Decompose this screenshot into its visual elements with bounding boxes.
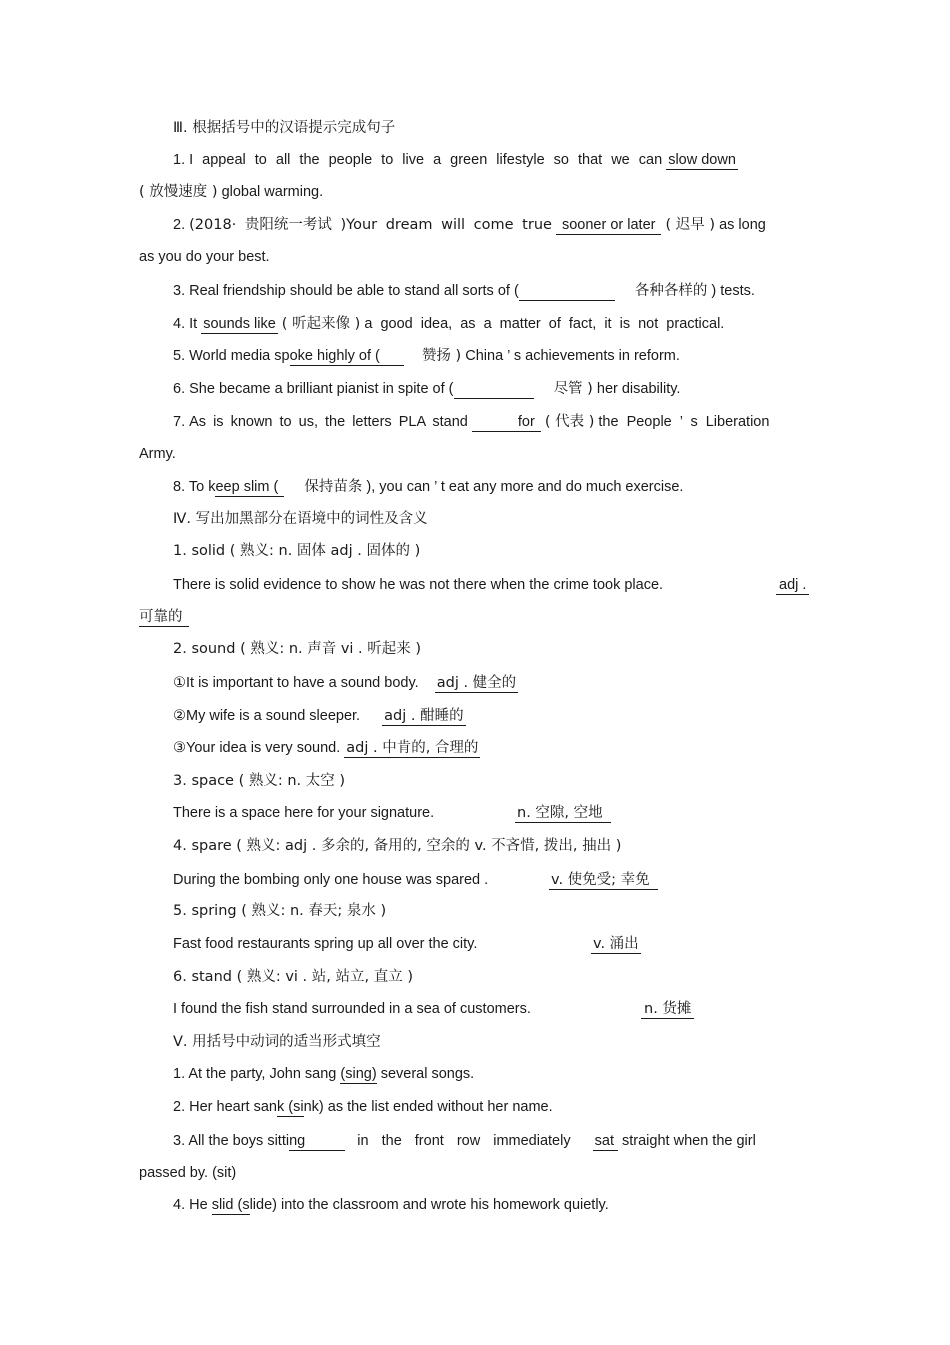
s4-w3-answer: n. 空隙, 空地: [515, 803, 611, 823]
section-5-heading: Ⅴ. 用括号中动词的适当形式填空: [173, 1034, 381, 1050]
s3-q1-post: global warming.: [221, 184, 324, 200]
s4-w5-head: 5. spring ( 熟义: n. 春天; 泉水 ): [173, 903, 387, 919]
s3-q1-line1: [173, 150, 738, 170]
s5-v4-pre: He: [189, 1197, 208, 1213]
section-3-heading: Ⅲ. 根据括号中的汉语提示完成句子: [173, 120, 396, 136]
s5-v3-line1: [173, 1131, 756, 1151]
s3-q1-pre: I appeal to all the people to live a green lifestyle so that we can: [189, 152, 663, 168]
s3-q2-pre: (2018· 贵阳统一考试 )Your dream will come true: [189, 217, 552, 233]
s3-q6: [173, 379, 680, 399]
s3-q1-answer: slow down: [668, 152, 736, 168]
s3-q8: [173, 477, 683, 497]
s4-w2-s1-row: [173, 673, 518, 693]
s3-q6-hint: 尽管 ): [553, 381, 593, 397]
s5-v3-post: straight when the girl: [622, 1133, 756, 1149]
s3-q5: [173, 346, 680, 366]
s3-q4-num: 4.: [173, 316, 186, 332]
s3-q2-post2: as you do your best.: [139, 249, 270, 265]
s3-q7-pre: As is known to us, the letters PLA stand: [189, 414, 468, 430]
s5-v4-num: 4.: [173, 1197, 186, 1213]
s3-q7-line1: [173, 412, 769, 432]
s4-w5-answer: v. 涌出: [593, 936, 639, 952]
s3-q3-post: ) tests.: [711, 283, 755, 299]
s4-w1-answer2: 可靠的: [139, 607, 189, 627]
s4-w1-sentence: There is solid evidence to show he was not there when the crime took place.: [173, 577, 664, 593]
s3-q7-post2: Army.: [139, 446, 176, 462]
s3-q8-hint: 保持苗条: [304, 479, 363, 495]
s4-w1-answer1: adj .: [776, 575, 809, 595]
s3-q8-num: 8.: [173, 479, 186, 495]
s3-q2-post1: as long: [719, 217, 766, 233]
s3-q3: [173, 281, 755, 301]
s3-q5-hint: 赞扬 ): [421, 348, 462, 364]
s3-q8-pre: To k: [188, 479, 216, 495]
s5-v1-answer: (sing): [340, 1066, 377, 1082]
s3-q5-post: China ’ s achievements in reform.: [465, 348, 680, 364]
s3-q7-hint: ( 代表 ): [544, 414, 595, 430]
s3-q4-answer: sounds like: [203, 316, 276, 332]
s5-v2-answer: k (si: [276, 1099, 304, 1115]
s4-w4-answer: v. 使免受; 幸免: [549, 870, 658, 890]
s3-q1-hint: ( 放慢速度 ): [139, 184, 218, 200]
s4-w5-sentence: Fast food restaurants spring up all over the city.: [173, 936, 478, 952]
s3-q6-pre: She became a brilliant pianist in spite of (: [189, 381, 454, 397]
s4-w3-sentence: There is a space here for your signature.: [173, 805, 435, 821]
s4-w2-s2: ②My wife is a sound sleeper.: [173, 708, 361, 724]
s4-w3-head: 3. space ( 熟义: n. 太空 ): [173, 773, 346, 789]
s3-q4-post: a good idea, as a matter of fact, it is not practical.: [364, 316, 725, 332]
s3-q7-post1: the People ’ s Liberation: [598, 414, 770, 430]
s4-w2-s2-row: [173, 706, 466, 726]
s3-q3-pre: Real friendship should be able to stand all sorts of (: [189, 283, 519, 299]
s4-w2-head: 2. sound ( 熟义: n. 声音 vi . 听起来 ): [173, 641, 422, 657]
s5-v2: [173, 1097, 553, 1117]
s4-w6-answer: n. 货摊: [641, 999, 694, 1019]
s5-v4: [173, 1195, 609, 1215]
s4-w2-a3: adj . 中肯的, 合理的: [346, 740, 479, 756]
s5-v3-mid: in the front row immediately: [357, 1133, 571, 1149]
s3-q2-answer: sooner or later: [556, 217, 662, 235]
s3-q4: [173, 314, 724, 334]
s5-v1-num: 1.: [173, 1066, 186, 1082]
s5-v4-post: lide) into the classroom and wrote his homework quietly.: [249, 1197, 609, 1213]
s5-v4-answer: slid (s: [211, 1197, 250, 1213]
s5-v2-pre: Her heart san: [189, 1099, 277, 1115]
s3-q8-post: ), you can ’ t eat any more and do much exercise.: [366, 479, 684, 495]
s3-q3-hint: 各种各样的: [634, 283, 708, 299]
s3-q8-answer: eep slim (: [215, 479, 284, 497]
section-4-heading: Ⅳ. 写出加黑部分在语境中的词性及含义: [173, 511, 428, 527]
s5-v1-pre: At the party, John sang: [188, 1066, 337, 1082]
s3-q1-line2: [139, 182, 323, 202]
s5-v1: [173, 1064, 474, 1084]
s3-q3-num: 3.: [173, 283, 186, 299]
s4-w2-a2: adj . 酣睡的: [384, 708, 464, 724]
s4-w4-head: 4. spare ( 熟义: adj . 多余的, 备用的, 空余的 v. 不吝惜, 拨出, 抽出 ): [173, 838, 622, 854]
s5-v3-answer1: ng: [289, 1133, 345, 1151]
s3-q6-post: her disability.: [596, 381, 681, 397]
s4-w2-s3: ③Your idea is very sound.: [173, 740, 341, 756]
s4-w2-a1: adj . 健全的: [436, 675, 517, 691]
s3-q4-hint: ( 听起来像 ): [281, 316, 361, 332]
s4-w2-s1: ①It is important to have a sound body.: [173, 675, 419, 691]
s3-q6-num: 6.: [173, 381, 186, 397]
s3-q5-answer: oke highly of (: [290, 348, 404, 366]
s3-q5-pre: World media sp: [189, 348, 290, 364]
s3-q6-blank: [454, 382, 534, 399]
s3-q1-num: 1.: [173, 152, 186, 168]
s5-v3-num: 3.: [173, 1133, 186, 1149]
s4-w6-head: 6. stand ( 熟义: vi . 站, 站立, 直立 ): [173, 969, 413, 985]
s3-q7-num: 7.: [173, 414, 186, 430]
s5-v3-pre: All the boys sitti: [188, 1133, 290, 1149]
s5-v3-answer2: sat: [593, 1133, 618, 1151]
s3-q2-line1: [173, 215, 766, 235]
s5-v3-line2: passed by. (sit): [139, 1165, 237, 1181]
s4-w6-sentence: I found the fish stand surrounded in a sea of customers.: [173, 1001, 531, 1017]
s3-q4-pre: It: [189, 316, 198, 332]
s4-w1-head: 1. solid ( 熟义: n. 固体 adj . 固体的 ): [173, 543, 421, 559]
s3-q7-answer: for: [472, 414, 541, 432]
s4-w4-sentence: During the bombing only one house was spared .: [173, 872, 489, 888]
s3-q5-num: 5.: [173, 348, 186, 364]
s3-q3-blank: [519, 284, 615, 301]
s3-q2-hint: ( 迟早 ): [665, 217, 716, 233]
s5-v1-post: several songs.: [380, 1066, 475, 1082]
s5-v2-num: 2.: [173, 1099, 186, 1115]
s3-q2-num: 2.: [173, 217, 186, 233]
s5-v2-post: nk) as the list ended without her name.: [303, 1099, 553, 1115]
s4-w2-s3-row: [173, 738, 480, 758]
